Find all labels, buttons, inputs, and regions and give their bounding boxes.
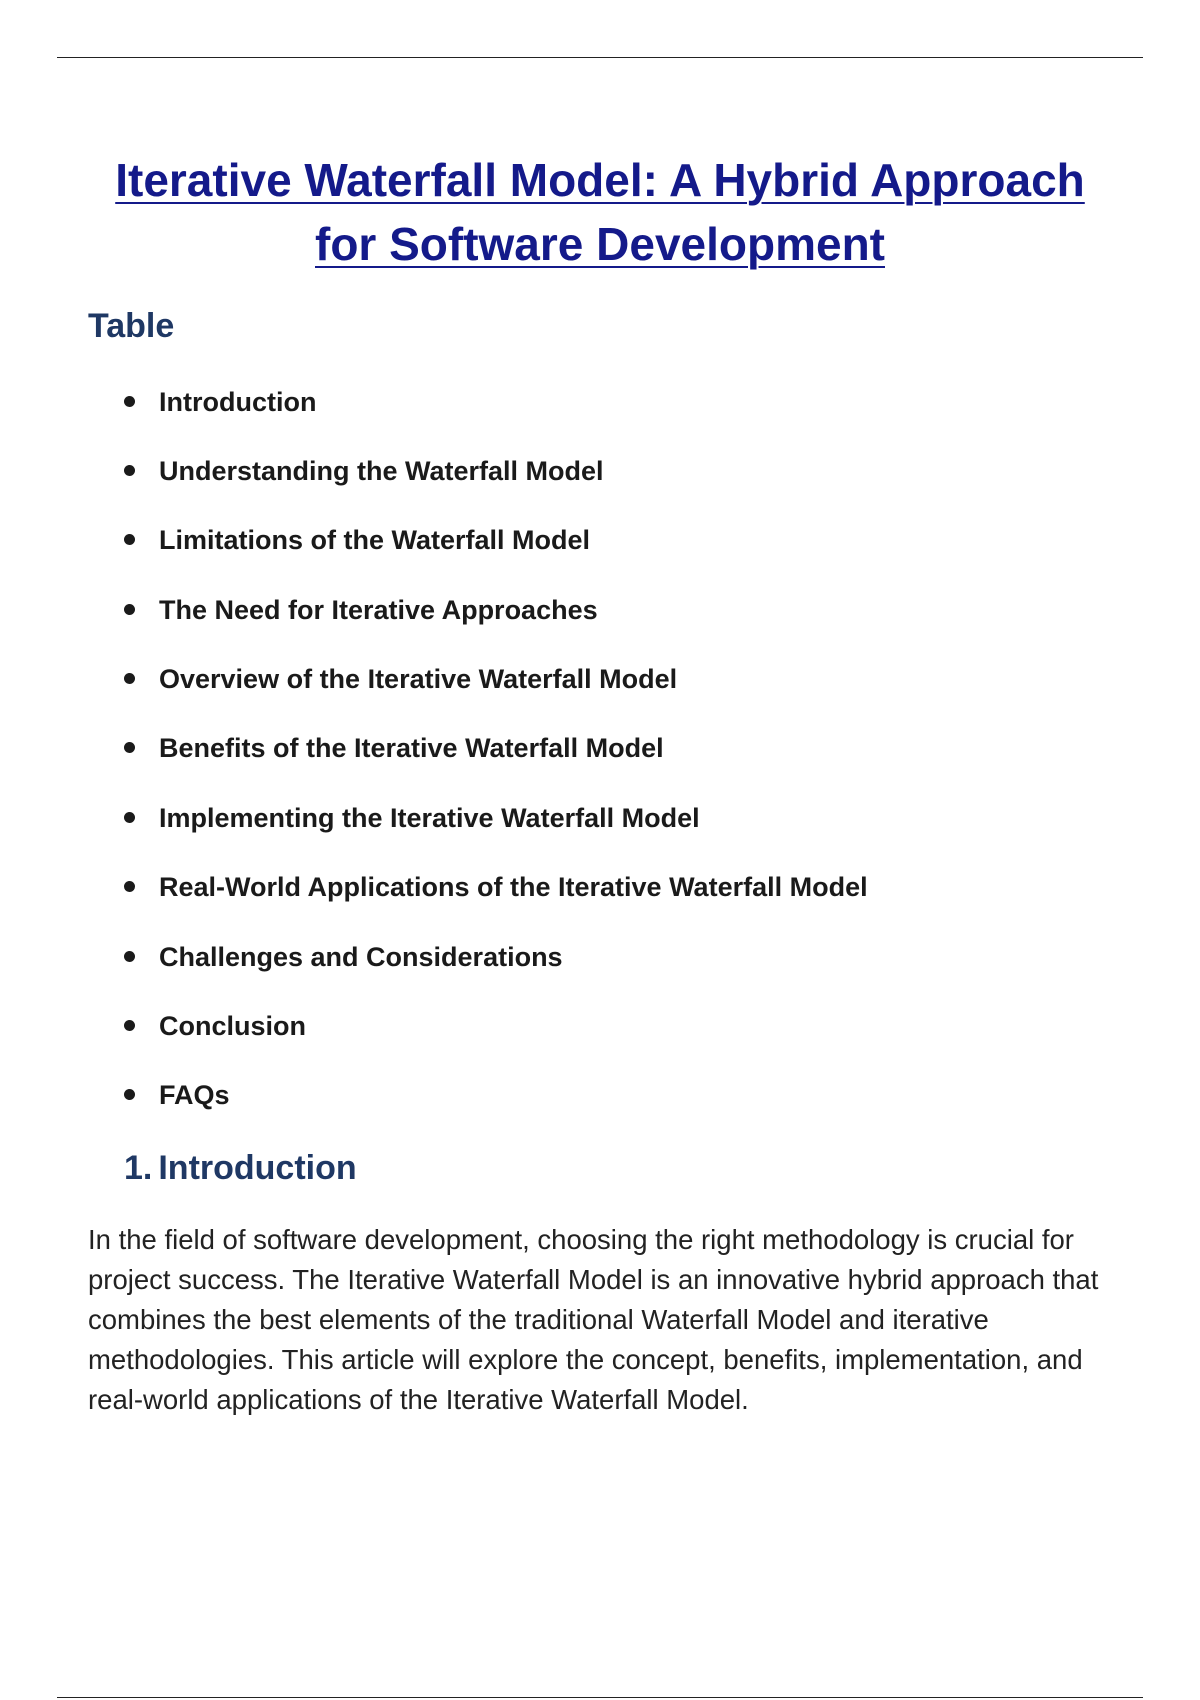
toc-item-conclusion[interactable]: Conclusion [124,1008,306,1044]
bullet-icon [124,534,135,545]
bullet-icon [124,604,135,615]
bullet-icon [124,673,135,684]
bullet-icon [124,1089,135,1100]
document-title: Iterative Waterfall Model: A Hybrid Approach for Software Development [115,154,1085,270]
bottom-rule [57,1697,1143,1698]
top-rule [57,57,1143,58]
bullet-icon [124,1020,135,1031]
toc-item-understanding-waterfall[interactable]: Understanding the Waterfall Model [124,453,604,489]
bullet-icon [124,881,135,892]
section-title: Introduction [158,1149,357,1187]
toc-item-need-iterative[interactable]: The Need for Iterative Approaches [124,592,598,628]
section-heading-introduction [124,1146,357,1190]
introduction-paragraph: In the field of software development, choosing the right methodology is crucial for project success. The Iterative Waterfall Model is an innovative hybrid approach that combines the best elements of the traditional Waterfall Model and iterative methodologies. This article will explore the concept, benefits, implementation, and real-world applications of the Iterative Waterfall Model. [88,1224,1099,1415]
bullet-icon [124,465,135,476]
toc-item-limitations[interactable]: Limitations of the Waterfall Model [124,522,590,558]
bullet-icon [124,812,135,823]
toc-item-real-world[interactable]: Real-World Applications of the Iterative Waterfall Model [124,869,868,905]
bullet-icon [124,396,135,407]
toc-item-introduction[interactable]: Introduction [124,384,316,420]
toc-item-faqs[interactable]: FAQs [124,1077,230,1113]
toc-item-challenges[interactable]: Challenges and Considerations [124,939,563,975]
section-number: 1. [124,1149,153,1187]
bullet-icon [124,951,135,962]
toc-item-benefits[interactable]: Benefits of the Iterative Waterfall Model [124,730,664,766]
bullet-icon [124,742,135,753]
toc-item-implementing[interactable]: Implementing the Iterative Waterfall Model [124,800,700,836]
toc-item-overview[interactable]: Overview of the Iterative Waterfall Model [124,661,677,697]
toc-heading: Table [88,307,175,345]
